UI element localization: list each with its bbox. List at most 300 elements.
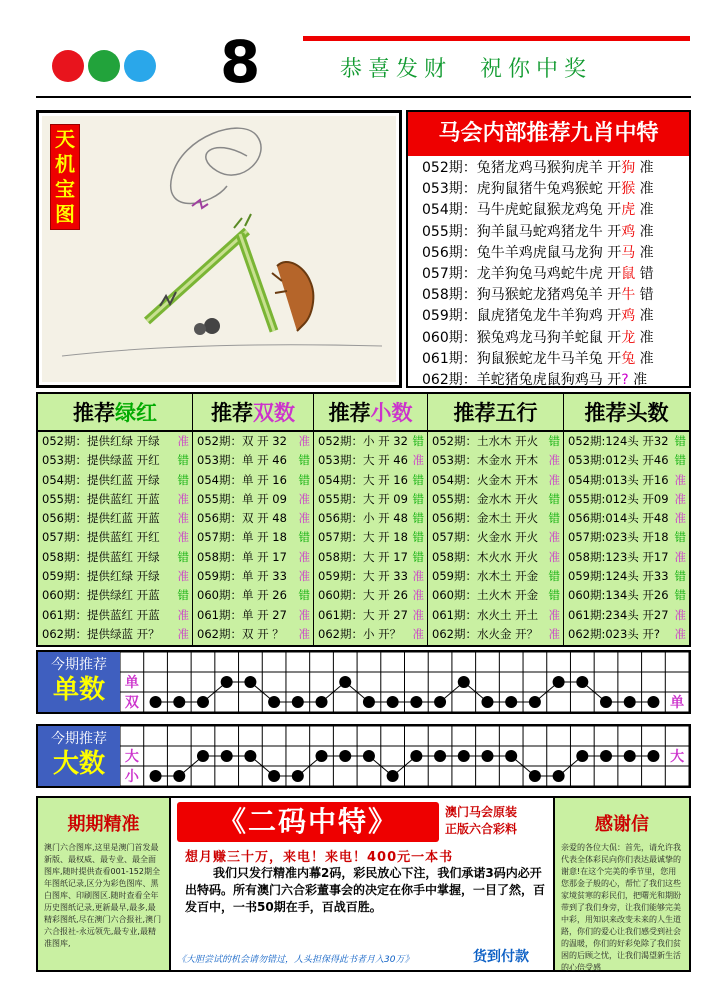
recommend-row xyxy=(193,432,313,451)
bottom-row-label: 小 xyxy=(124,769,139,785)
row-status: 准 xyxy=(177,530,189,545)
result-animal: 虎 xyxy=(621,202,636,219)
row-status: 错 xyxy=(674,434,686,448)
period: 061期 xyxy=(422,350,463,367)
period: 059期 xyxy=(422,308,463,325)
trend-point xyxy=(150,696,162,708)
thanks-letter-box xyxy=(553,798,689,970)
recommend-row xyxy=(38,548,192,567)
recommend-column xyxy=(428,394,564,645)
zodiac-animals: 兔猪龙鸡马猴狗虎羊 xyxy=(476,160,603,176)
recommend-row xyxy=(38,528,192,547)
trend-point xyxy=(624,696,636,708)
row-status: 准 xyxy=(177,511,189,526)
row-text: 058期：提供蓝红 开绿 xyxy=(42,549,160,564)
result-animal: 龙 xyxy=(621,329,636,346)
zodiac-animals: 狗羊鼠马蛇鸡猪龙牛 xyxy=(476,223,603,240)
row-text: 055期:012头 开09 xyxy=(568,491,669,506)
row-status: 准 xyxy=(412,626,424,641)
nine-zodiac-title: 马会内部推荐九肖中特 xyxy=(408,112,689,156)
recommend-row xyxy=(564,606,689,625)
trend-point xyxy=(576,750,588,762)
hit-status: 准 xyxy=(639,329,654,346)
hit-status: 准 xyxy=(633,371,648,388)
row-text: 053期：大 开 46 xyxy=(318,453,408,468)
recommend-row xyxy=(428,606,563,625)
header-prefix: 推荐 xyxy=(584,400,627,425)
period: 057期 xyxy=(422,265,463,282)
row-text: 062期：提供绿蓝 开？ xyxy=(42,626,160,641)
row-status: 错 xyxy=(298,472,310,487)
row-text: 053期：单 开 46 xyxy=(197,453,287,468)
row-status: 错 xyxy=(177,588,189,603)
row-text: 059期：大 开 33 xyxy=(318,569,408,584)
row-text: 056期：小 开 48 xyxy=(318,511,408,526)
recommend-row xyxy=(38,586,192,605)
recommend-row xyxy=(38,451,192,470)
trend-point xyxy=(197,696,209,708)
row-status: 准 xyxy=(298,626,310,641)
recommend-row xyxy=(428,509,563,528)
trend-point xyxy=(505,750,517,762)
row-text: 060期：提供绿红 开蓝 xyxy=(42,588,160,603)
row-status: 准 xyxy=(412,569,424,584)
nine-zodiac-list xyxy=(408,158,689,391)
hit-status: 准 xyxy=(639,202,654,219)
trend-point xyxy=(600,696,612,708)
trend-point xyxy=(434,696,446,708)
recommend-column xyxy=(193,394,314,645)
hit-status: 准 xyxy=(639,350,654,367)
nine-zodiac-row: 055期：狗羊鼠马蛇鸡猪龙牛 开鸡 准 xyxy=(422,223,654,240)
bottom-section xyxy=(36,796,691,972)
trend-point xyxy=(339,676,351,688)
recommend-row xyxy=(38,509,192,528)
column-header xyxy=(428,394,563,432)
recommend-row xyxy=(428,567,563,586)
trend-point xyxy=(387,770,399,782)
row-text: 060期：单 开 26 xyxy=(197,588,287,603)
row-text: 055期：大 开 09 xyxy=(318,491,408,506)
precision-title: 期期精准 xyxy=(67,814,140,835)
nine-zodiac-panel xyxy=(406,110,691,388)
result-animal: ? xyxy=(621,371,629,388)
recommend-row xyxy=(314,471,427,490)
period: 060期 xyxy=(422,329,463,346)
recommend-row xyxy=(193,528,313,547)
precision-box xyxy=(38,798,171,970)
red-dot-icon xyxy=(52,50,84,82)
trend-point xyxy=(458,676,470,688)
cash-on-delivery: 货到付款 xyxy=(473,949,529,965)
green-dot-icon xyxy=(88,50,120,82)
row-text: 061期：单 开 27 xyxy=(197,607,287,622)
recommend-column xyxy=(38,394,193,645)
period: 055期 xyxy=(422,223,463,240)
recommend-row xyxy=(314,606,427,625)
hit-status: 准 xyxy=(639,181,654,198)
recommend-row xyxy=(38,567,192,586)
recommend-row xyxy=(193,548,313,567)
row-status: 准 xyxy=(548,530,560,545)
trend-point xyxy=(363,750,375,762)
recommend-row xyxy=(193,606,313,625)
next-prediction-label: 单 xyxy=(670,695,685,711)
slogan-right: 祝你中奖 xyxy=(480,57,593,82)
result-animal: 猴 xyxy=(621,181,636,198)
header-prefix: 推荐 xyxy=(328,400,371,425)
recommend-row xyxy=(193,509,313,528)
hit-status: 准 xyxy=(639,223,654,240)
row-text: 058期:123头 开17 xyxy=(568,549,669,564)
zodiac-animals: 龙羊狗兔马鸡蛇牛虎 xyxy=(476,265,603,282)
row-status: 错 xyxy=(674,453,686,468)
recommend-row xyxy=(564,625,689,644)
trend-point xyxy=(458,750,470,762)
trend-point xyxy=(316,750,328,762)
mystery-picture xyxy=(42,116,396,382)
zodiac-animals: 羊蛇猪兔虎鼠狗鸡马 xyxy=(476,371,603,388)
row-status: 错 xyxy=(548,588,560,603)
open-label: 开 xyxy=(607,350,622,367)
row-text: 058期：木火水 开火 xyxy=(432,549,539,564)
row-status: 准 xyxy=(548,626,560,641)
header-highlight: 小数 xyxy=(370,400,413,425)
trend-point xyxy=(529,770,541,782)
period: 062期 xyxy=(422,371,463,388)
row-text: 054期：大 开 16 xyxy=(318,472,408,487)
header-red-line xyxy=(303,36,690,41)
row-text: 060期：土火木 开金 xyxy=(432,588,539,603)
recommend-row xyxy=(193,451,313,470)
earn-slogan: 想月赚三十万，来电！来电！400元一本书 xyxy=(185,850,454,865)
recommend-row xyxy=(564,586,689,605)
color-dots xyxy=(52,50,162,82)
trend-point xyxy=(244,750,256,762)
nine-zodiac-row: 058期：狗马猴蛇龙猪鸡兔羊 开牛 错 xyxy=(422,287,654,304)
trend-point xyxy=(173,770,185,782)
row-text: 057期：提供蓝红 开红 xyxy=(42,530,160,545)
trend-point xyxy=(624,750,636,762)
nine-zodiac-row: 062期：羊蛇猪兔虎鼠狗鸡马 开? 准 xyxy=(422,371,648,388)
trend-point xyxy=(173,696,185,708)
hit-status: 准 xyxy=(639,308,654,325)
ad-footnote: 《大胆尝试的机会请勿错过，人头担保得此书者月入30万》 xyxy=(177,955,414,965)
recommend-row xyxy=(193,471,313,490)
open-label: 开 xyxy=(607,308,622,325)
big-trend-title: 大数 xyxy=(52,749,105,779)
issue-number: 8 xyxy=(220,28,261,96)
recommend-row xyxy=(38,625,192,644)
recommend-row xyxy=(314,490,427,509)
odd-trend-chart xyxy=(36,650,691,714)
nine-zodiac-row: 053期：虎狗鼠猪牛兔鸡猴蛇 开猴 准 xyxy=(422,181,654,198)
row-status: 准 xyxy=(412,453,424,468)
row-status: 准 xyxy=(177,434,189,448)
hit-status: 准 xyxy=(639,244,654,261)
recommend-row xyxy=(564,548,689,567)
recommend-row xyxy=(314,432,427,451)
row-text: 055期：金水木 开火 xyxy=(432,491,539,506)
row-status: 准 xyxy=(674,549,686,564)
result-animal: 兔 xyxy=(621,350,636,367)
row-status: 错 xyxy=(298,530,310,545)
recommend-row xyxy=(193,625,313,644)
row-text: 061期：大 开 27 xyxy=(318,607,408,622)
recommend-row xyxy=(428,451,563,470)
row-text: 062期：小 开？ xyxy=(318,626,402,641)
trend-point xyxy=(292,696,304,708)
nine-zodiac-row: 060期：猴兔鸡龙马狗羊蛇鼠 开龙 准 xyxy=(422,329,654,346)
row-status: 准 xyxy=(412,588,424,603)
recommend-row xyxy=(38,432,192,451)
result-animal: 牛 xyxy=(621,287,636,304)
recommend-row xyxy=(38,490,192,509)
trend-point xyxy=(150,770,162,782)
recommend-table xyxy=(36,392,691,647)
trend-point xyxy=(505,696,517,708)
trend-point xyxy=(553,770,565,782)
header-highlight: 绿红 xyxy=(115,400,157,425)
trend-point xyxy=(221,750,233,762)
row-status: 错 xyxy=(298,588,310,603)
trend-point xyxy=(481,696,493,708)
row-status: 准 xyxy=(412,607,424,622)
hit-status: 错 xyxy=(639,287,654,304)
row-text: 052期:124头 开32 xyxy=(568,434,669,448)
row-status: 准 xyxy=(177,569,189,584)
odd-trend-subtitle: 今期推荐 xyxy=(51,657,107,673)
row-text: 059期:124头 开33 xyxy=(568,569,669,584)
row-status: 准 xyxy=(298,549,310,564)
row-text: 053期：木金水 开木 xyxy=(432,453,539,468)
row-status: 错 xyxy=(548,434,560,448)
trend-point xyxy=(647,750,659,762)
row-status: 错 xyxy=(412,434,424,448)
recommend-row xyxy=(314,548,427,567)
row-status: 错 xyxy=(674,569,686,584)
nine-zodiac-row: 056期：兔牛羊鸡虎鼠马龙狗 开马 准 xyxy=(422,244,654,261)
nine-zodiac-row: 052期：兔猪龙鸡马猴狗虎羊 开狗 准 xyxy=(422,160,654,176)
row-text: 061期：提供蓝红 开蓝 xyxy=(42,607,160,622)
row-status: 错 xyxy=(412,549,424,564)
bottom-row-label: 双 xyxy=(124,695,139,711)
row-status: 准 xyxy=(548,453,560,468)
row-status: 错 xyxy=(412,472,424,487)
trend-point xyxy=(316,696,328,708)
row-status: 错 xyxy=(412,491,424,506)
recommend-row xyxy=(564,528,689,547)
row-text: 054期:013头 开16 xyxy=(568,472,669,487)
trend-point xyxy=(481,750,493,762)
row-status: 准 xyxy=(298,491,310,506)
row-text: 054期：提供红蓝 开绿 xyxy=(42,472,160,487)
row-status: 准 xyxy=(674,511,686,526)
column-header xyxy=(314,394,427,432)
recommend-row xyxy=(428,586,563,605)
row-text: 059期：提供红绿 开绿 xyxy=(42,569,160,584)
recommend-row xyxy=(193,586,313,605)
nine-zodiac-row: 057期：龙羊狗兔马鸡蛇牛虎 开鼠 错 xyxy=(422,265,654,282)
recommend-column xyxy=(564,394,689,645)
row-text: 059期：水木土 开金 xyxy=(432,569,539,584)
open-label: 开 xyxy=(607,160,622,176)
row-status: 准 xyxy=(548,607,560,622)
thanks-letter-title: 感谢信 xyxy=(595,814,649,835)
brand-line-1: 澳门马会原装 xyxy=(445,805,518,819)
row-status: 错 xyxy=(674,530,686,545)
row-text: 052期：土水木 开火 xyxy=(432,434,539,448)
row-status: 错 xyxy=(548,511,560,526)
recommend-row xyxy=(38,471,192,490)
header-highlight: 双数 xyxy=(253,400,295,425)
hit-status: 错 xyxy=(639,265,654,282)
row-text: 056期：双 开 48 xyxy=(197,511,287,526)
period: 054期 xyxy=(422,202,463,219)
recommend-row xyxy=(564,509,689,528)
recommend-column xyxy=(314,394,428,645)
two-code-banner: 《二码中特》 xyxy=(177,802,439,842)
row-text: 060期：大 开 26 xyxy=(318,588,408,603)
zodiac-animals: 狗马猴蛇龙猪鸡兔羊 xyxy=(476,287,603,304)
row-text: 052期：小 开 32 xyxy=(318,434,408,448)
nine-zodiac-row: 054期：马牛虎蛇鼠猴龙鸡兔 开虎 准 xyxy=(422,202,654,219)
zodiac-animals: 猴兔鸡龙马狗羊蛇鼠 xyxy=(476,329,603,346)
row-text: 061期:234头 开27 xyxy=(568,607,669,622)
row-status: 准 xyxy=(177,626,189,641)
thanks-letter-text: 亲爱的各位大侃：首先，请允许我代表全体彩民向你们表达最诚挚的谢意!在这个完美的季节里，您用您那金子般的心，帮忙了我们这些家境贫寒的彩民们，把曙光和期盼带到了我们身旁，让我们能够完美中彩，用知识来改变未来的人生道路，你们的爱心让我们感受到社会的温暖，你们的好彩免除了我们贫困的后顾之忧，让我们渴望新生活的心倍受感 xyxy=(561,843,681,972)
row-text: 055期：提供蓝红 开蓝 xyxy=(42,491,160,506)
row-text: 057期：火金水 开火 xyxy=(432,530,539,545)
row-text: 052期：双 开 32 xyxy=(197,434,287,448)
recommend-row xyxy=(38,606,192,625)
row-status: 准 xyxy=(674,626,686,641)
column-header xyxy=(38,394,192,432)
two-code-ad xyxy=(173,798,551,970)
row-status: 错 xyxy=(177,453,189,468)
row-status: 准 xyxy=(674,491,686,506)
row-status: 准 xyxy=(674,472,686,487)
row-status: 错 xyxy=(548,491,560,506)
recommend-row xyxy=(564,490,689,509)
recommend-row xyxy=(428,528,563,547)
trend-point xyxy=(434,750,446,762)
result-animal: 鼠 xyxy=(621,265,636,282)
trend-point xyxy=(600,750,612,762)
trend-point xyxy=(268,696,280,708)
mystery-picture-box xyxy=(36,110,402,388)
recommend-row xyxy=(428,548,563,567)
open-label: 开 xyxy=(607,181,622,198)
ad-paragraph: 我们只发行精准内幕2码，彩民放心下注，我们承诺3码内必开出特码。所有澳门六合彩董事会的决定在你手中掌握，一目了然，百发百中，一书50期在手，百战百胜。 xyxy=(185,866,546,914)
row-text: 054期：单 开 16 xyxy=(197,472,287,487)
trend-point xyxy=(410,696,422,708)
row-text: 053期:012头 开46 xyxy=(568,453,669,468)
row-status: 准 xyxy=(298,434,310,448)
row-text: 053期：提供绿蓝 开红 xyxy=(42,453,160,468)
nine-zodiac-row: 059期：鼠虎猪兔龙牛羊狗鸡 开鸡 准 xyxy=(422,308,654,325)
recommend-row xyxy=(428,625,563,644)
period: 056期 xyxy=(422,244,463,261)
odd-trend-title: 单数 xyxy=(52,675,105,705)
trend-point xyxy=(387,696,399,708)
row-status: 错 xyxy=(177,549,189,564)
header-prefix: 推荐 xyxy=(73,400,115,425)
top-row-label: 单 xyxy=(124,675,139,691)
period: 058期 xyxy=(422,287,463,304)
row-text: 056期:014头 开48 xyxy=(568,511,669,526)
row-status: 准 xyxy=(548,549,560,564)
row-status: 准 xyxy=(298,511,310,526)
trend-point xyxy=(268,770,280,782)
trend-point xyxy=(339,750,351,762)
trend-point xyxy=(647,696,659,708)
row-text: 061期：水火土 开土 xyxy=(432,607,539,622)
row-status: 错 xyxy=(177,472,189,487)
row-text: 054期：火金木 开木 xyxy=(432,472,539,487)
recommend-row xyxy=(193,567,313,586)
period: 052期 xyxy=(422,160,463,176)
result-animal: 狗 xyxy=(621,160,636,176)
column-header xyxy=(564,394,689,432)
nine-zodiac-row: 061期：狗鼠猴蛇龙牛马羊兔 开兔 准 xyxy=(422,350,654,367)
recommend-row xyxy=(314,586,427,605)
row-text: 057期：大 开 18 xyxy=(318,530,408,545)
header-prefix: 推荐 xyxy=(453,400,496,425)
recommend-row xyxy=(428,432,563,451)
zodiac-animals: 鼠虎猪兔龙牛羊狗鸡 xyxy=(476,308,603,325)
open-label: 开 xyxy=(607,329,622,346)
slogan xyxy=(340,52,620,83)
zodiac-animals: 狗鼠猴蛇龙牛马羊兔 xyxy=(476,350,603,367)
brand-line-2: 正版六合彩料 xyxy=(445,822,518,836)
trend-point xyxy=(197,750,209,762)
result-animal: 鸡 xyxy=(621,223,636,240)
recommend-row xyxy=(193,490,313,509)
recommend-row xyxy=(564,567,689,586)
header-highlight: 五行 xyxy=(495,400,538,425)
open-label: 开 xyxy=(607,223,622,240)
row-status: 错 xyxy=(298,453,310,468)
open-label: 开 xyxy=(607,202,622,219)
row-status: 准 xyxy=(674,607,686,622)
result-animal: 鸡 xyxy=(621,308,636,325)
big-trend-grid xyxy=(120,726,689,786)
row-text: 062期：双 开 ？ xyxy=(197,626,284,641)
open-label: 开 xyxy=(607,244,622,261)
recommend-row xyxy=(428,490,563,509)
precision-text: 澳门六合图库,这里是澳门首发最新版、最权威、最专业、最全面图库,随时提供查看001-152期全年图纸记录,区分为彩色图库、黑白图库、印刷图区.随时查看全年历史图纸记录,更新最早,最多,最精彩图纸,尽在澳门六合报社,澳门六合报社-永远领先,最专业,最精准图库, xyxy=(44,843,162,948)
recommend-row xyxy=(564,451,689,470)
trend-point xyxy=(553,676,565,688)
blue-dot-icon xyxy=(124,50,156,82)
trend-point xyxy=(292,770,304,782)
row-status: 准 xyxy=(298,569,310,584)
bamboo-dog-illustration xyxy=(42,116,396,382)
hit-status: 准 xyxy=(639,160,654,176)
odd-trend-grid xyxy=(120,652,689,712)
row-text: 056期：提供红蓝 开蓝 xyxy=(42,511,160,526)
row-text: 062期:023头 开? xyxy=(568,626,661,641)
big-trend-chart xyxy=(36,724,691,788)
trend-point xyxy=(244,676,256,688)
row-text: 055期：单 开 09 xyxy=(197,491,287,506)
row-text: 060期:134头 开26 xyxy=(568,588,669,603)
row-status: 准 xyxy=(177,491,189,506)
open-label: 开 xyxy=(607,265,622,282)
row-status: 错 xyxy=(412,511,424,526)
recommend-row xyxy=(314,567,427,586)
